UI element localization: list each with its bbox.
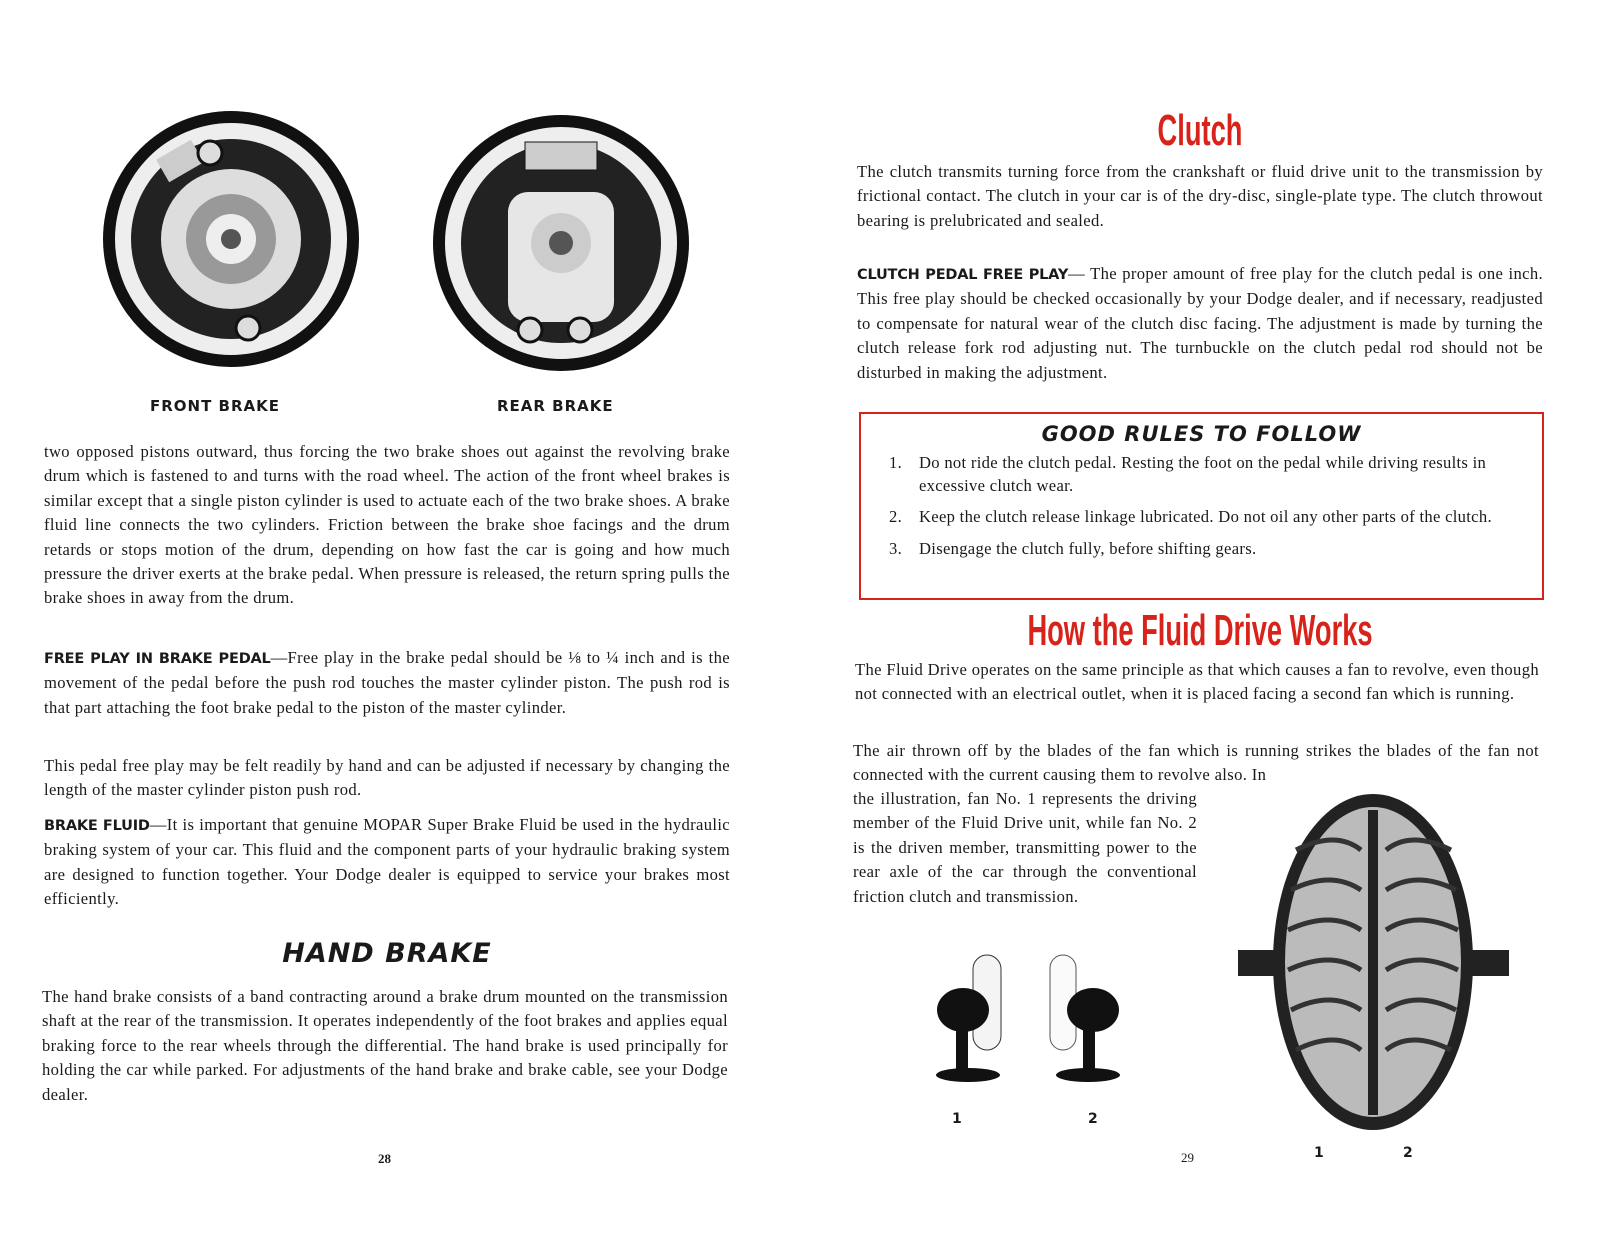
rule-text: Keep the clutch release linkage lubricated. Do not oil any other parts of the clutch. [919,507,1492,526]
fans-illustration [928,950,1128,1090]
rule-number: 2. [889,507,903,526]
brake-fluid-text: —It is important that genuine MOPAR Super Brake Fluid be used in the hydraulic braking system of your car. This fluid and the component parts of your hydraulic braking system are designed to function together. Your Dodge dealer is equipped to service your brakes most efficiently. [44,815,731,909]
rule-number: 1. [889,453,903,472]
good-rules-title: GOOD RULES TO FOLLOW [1041,422,1362,446]
page-number-left: 28 [378,1151,391,1166]
clutch-pedal-text: — The proper amount of free play for the clutch pedal is one inch. This free play should be checked occasionally by your Dodge dealer, and if necessary, readjusted to compensate for natural wear of the clutch disc facing. The adjustment is made by turning the clutch release fork rod adjusting nut. The turnbuckle on the clutch pedal rod should not be disturbed in making the adjustment. [857,264,1543,382]
page-number-right: 29 [1181,1150,1194,1165]
rule-item [889,506,1512,529]
front-brake-illustration [100,108,362,370]
clutch-title: Clutch [1157,106,1243,155]
good-rules-box [859,412,1544,600]
free-play-text: —Free play in the brake pedal should be ⅛ to ¼ inch and is the movement of the pedal before the push rod touches the master cylinder piston. The push rod is that part attaching the foot brake pedal to the piston of the master cylinder. [44,648,730,717]
coupling-label-1: 1 [1314,1145,1324,1161]
fluid-drive-paragraph-2b: the illustration, fan No. 1 represents the driving member of the Fluid Drive unit, while fan No. 2 is the driven member, transmitting power to the rear axle of the car through the conventional friction clutch and transmission. [853,789,1197,906]
fan-label-2: 2 [1088,1111,1098,1127]
rule-text: Do not ride the clutch pedal. Resting the foot on the pedal while driving results in excessive clutch wear. [919,453,1487,495]
brake-operation-paragraph: two opposed pistons outward, thus forcing the two brake shoes out against the revolving brake drum which is fastened to and turns with the road wheel. The action of the front wheel brakes is similar except that a single piston cylinder is used to actuate each of the two brake shoes. A brake fluid line connects the two cylinders. Friction between the brake shoe facings and the drum retards or stops motion of the drum, depending on how fast the car is going and how much pressure the driver exerts at the brake pedal. When pressure is released, the return spring pulls the brake shoes in away from the drum. [44,442,730,608]
coupling-label-2: 2 [1403,1145,1413,1161]
rear-brake-illustration [430,112,692,374]
pedal-adjust-paragraph: This pedal free play may be felt readily by hand and can be adjusted if necessary by changing the length of the master cylinder piston push rod. [44,756,730,800]
rule-item [889,452,1512,497]
fluid-drive-paragraph-2a: The air thrown off by the blades of the fan which is running strikes the blades of the fan not connected with the current causing them to revolve also. In [853,741,1539,785]
fan-label-1: 1 [952,1111,962,1127]
free-play-heading: FREE PLAY IN BRAKE PEDAL [44,651,271,667]
fluid-coupling-illustration [1236,790,1511,1135]
fluid-drive-paragraph-1: The Fluid Drive operates on the same principle as that which causes a fan to revolve, even though not connected with an electrical outlet, when it is placed facing a second fan which is running. [855,660,1539,704]
hand-brake-paragraph: The hand brake consists of a band contracting around a brake drum mounted on the transmission shaft at the rear of the transmission. It operates independently of the foot brakes and applies equal braking force to the rear wheels through the differential. The hand brake is used principally for holding the car while parked. For adjustments of the hand brake and brake cable, see your Dodge dealer. [42,987,728,1104]
clutch-pedal-paragraph [857,262,1543,385]
rear-brake-caption: REAR BRAKE [497,397,614,415]
brake-fluid-paragraph [44,813,730,912]
rule-text: Disengage the clutch fully, before shifting gears. [919,538,1257,558]
brake-fluid-heading: BRAKE FLUID [44,818,150,834]
rule-item [889,538,1512,561]
clutch-paragraph: The clutch transmits turning force from the crankshaft or fluid drive unit to the transmission by frictional contact. The clutch in your car is of the dry-disc, single-plate type. The clutch throwout bearing is prelubricated and sealed. [857,162,1543,230]
free-play-paragraph [44,646,730,720]
front-brake-caption: FRONT BRAKE [150,397,281,415]
clutch-pedal-heading: CLUTCH PEDAL FREE PLAY [857,267,1069,283]
rule-number: 3. [889,538,903,558]
hand-brake-title: HAND BRAKE [282,938,492,969]
fluid-drive-title: How the Fluid Drive Works [1027,606,1373,655]
